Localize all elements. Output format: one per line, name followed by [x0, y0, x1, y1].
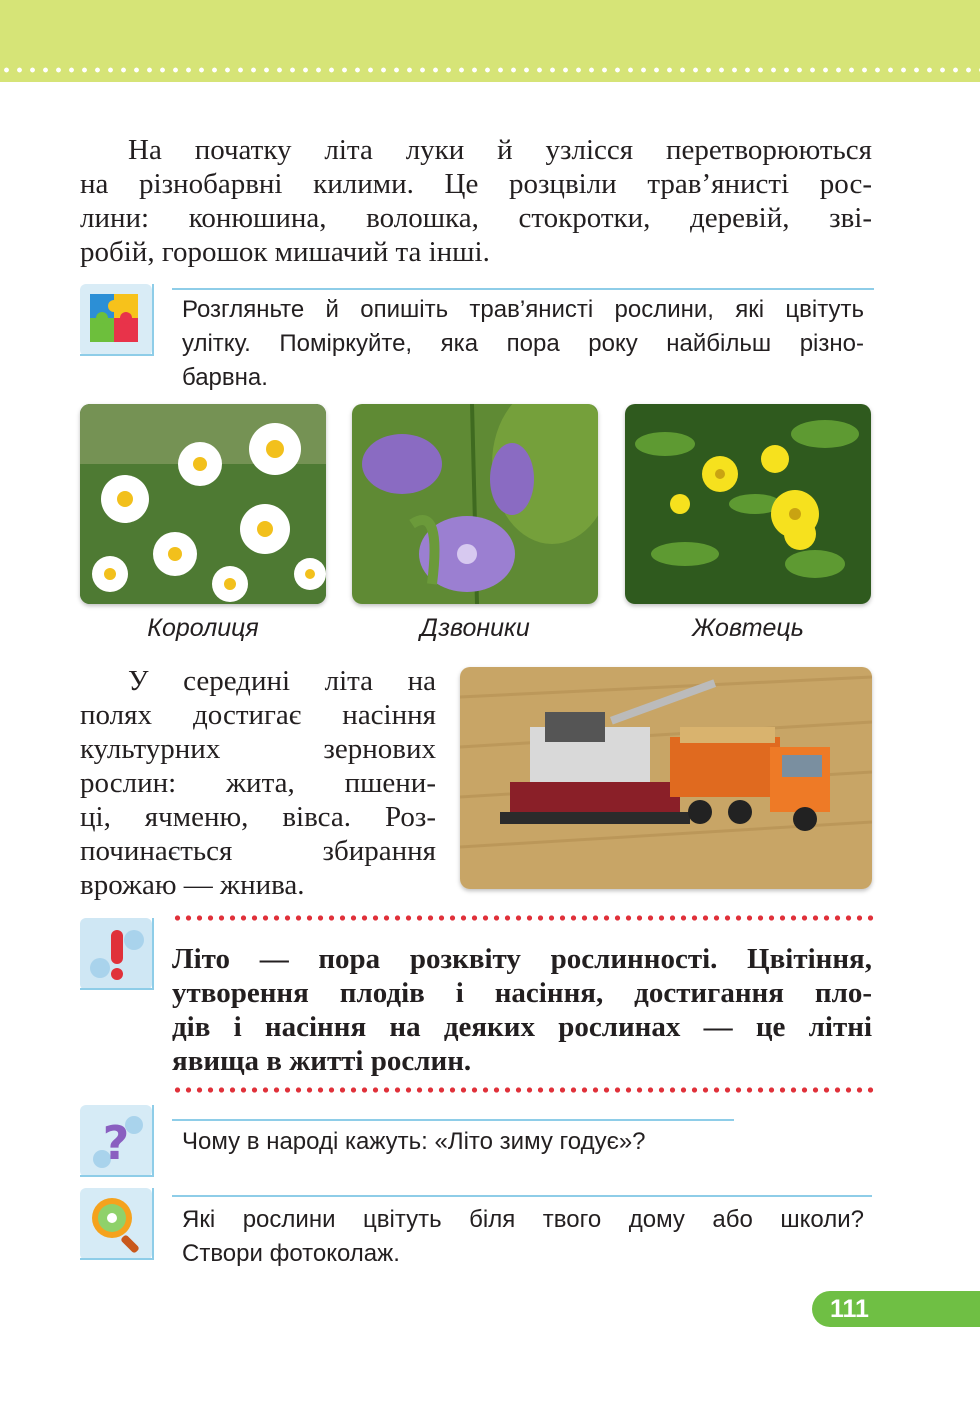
task-line: Які рослини цвітуть біля твого дому або школи?	[182, 1206, 864, 1233]
divider	[152, 918, 154, 990]
combine-harvester-photo	[460, 667, 872, 889]
svg-text:?: ?	[102, 1116, 130, 1170]
key-statement	[172, 942, 872, 1078]
photo-caption: Дзвоники	[420, 614, 530, 642]
intro-line: на різнобарвні килими. Це розцвіли трав’янисті рос-	[80, 168, 872, 200]
dotted-divider	[172, 1086, 874, 1094]
harvest-line: врожаю — жнива.	[80, 869, 305, 901]
intro-paragraph	[80, 133, 872, 269]
task-line: барвна.	[182, 364, 268, 391]
harvest-paragraph	[80, 664, 436, 902]
harvest-line: культурних зернових	[80, 733, 436, 765]
harvest-line: У середині літа на	[128, 665, 436, 697]
puzzle-icon	[80, 284, 152, 356]
buttercup-photo	[625, 404, 871, 604]
harvest-line: починається збирання	[80, 835, 436, 867]
divider	[80, 1175, 154, 1177]
intro-line: На початку літа луки й узлісся перетворюються	[128, 134, 872, 166]
harvest-line: ці, ячменю, вівса. Роз-	[80, 801, 436, 833]
divider	[80, 354, 154, 356]
page-number: 111	[830, 1295, 869, 1323]
divider	[80, 1258, 154, 1260]
chamomile-photo	[80, 404, 326, 604]
question-mark-icon	[80, 1105, 152, 1177]
intro-line: лини: конюшина, волошка, стокротки, деревій, зві-	[80, 202, 872, 234]
divider	[152, 284, 154, 356]
divider	[152, 1188, 154, 1260]
header-dots	[0, 66, 980, 74]
divider	[172, 1195, 872, 1197]
dotted-divider	[172, 914, 874, 922]
magnifier-icon	[80, 1188, 152, 1260]
photo-caption: Жовтець	[692, 614, 804, 642]
key-line: дів і насіння на деяких рослинах — це літні	[172, 1011, 872, 1043]
research-task	[182, 1203, 864, 1271]
intro-line: робій, горошок мишачий та інші.	[80, 236, 490, 268]
divider	[80, 988, 154, 990]
question-text: Чому в народі кажуть: «Літо зиму годує»?	[182, 1128, 646, 1155]
divider	[152, 1105, 154, 1177]
divider	[172, 288, 874, 290]
observe-task	[182, 293, 864, 395]
harvest-line: рослин: жита, пшени-	[80, 767, 436, 799]
bellflower-photo	[352, 404, 598, 604]
task-line: Розгляньте й опишіть трав’янисті рослини, які цвітуть	[182, 296, 864, 323]
exclamation-icon	[80, 918, 152, 990]
harvest-line: полях достигає насіння	[80, 699, 436, 731]
key-line: Літо — пора розквіту рослинності. Цвітіння,	[172, 943, 872, 975]
key-line: утворення плодів і насіння, достигання пло-	[172, 977, 872, 1009]
photo-caption: Королиця	[147, 614, 259, 642]
task-line: Створи фотоколаж.	[182, 1240, 400, 1267]
divider	[172, 1119, 734, 1121]
task-line: улітку. Поміркуйте, яка пора року найбільш різно-	[182, 330, 864, 357]
key-line: явища в житті рослин.	[172, 1045, 472, 1077]
